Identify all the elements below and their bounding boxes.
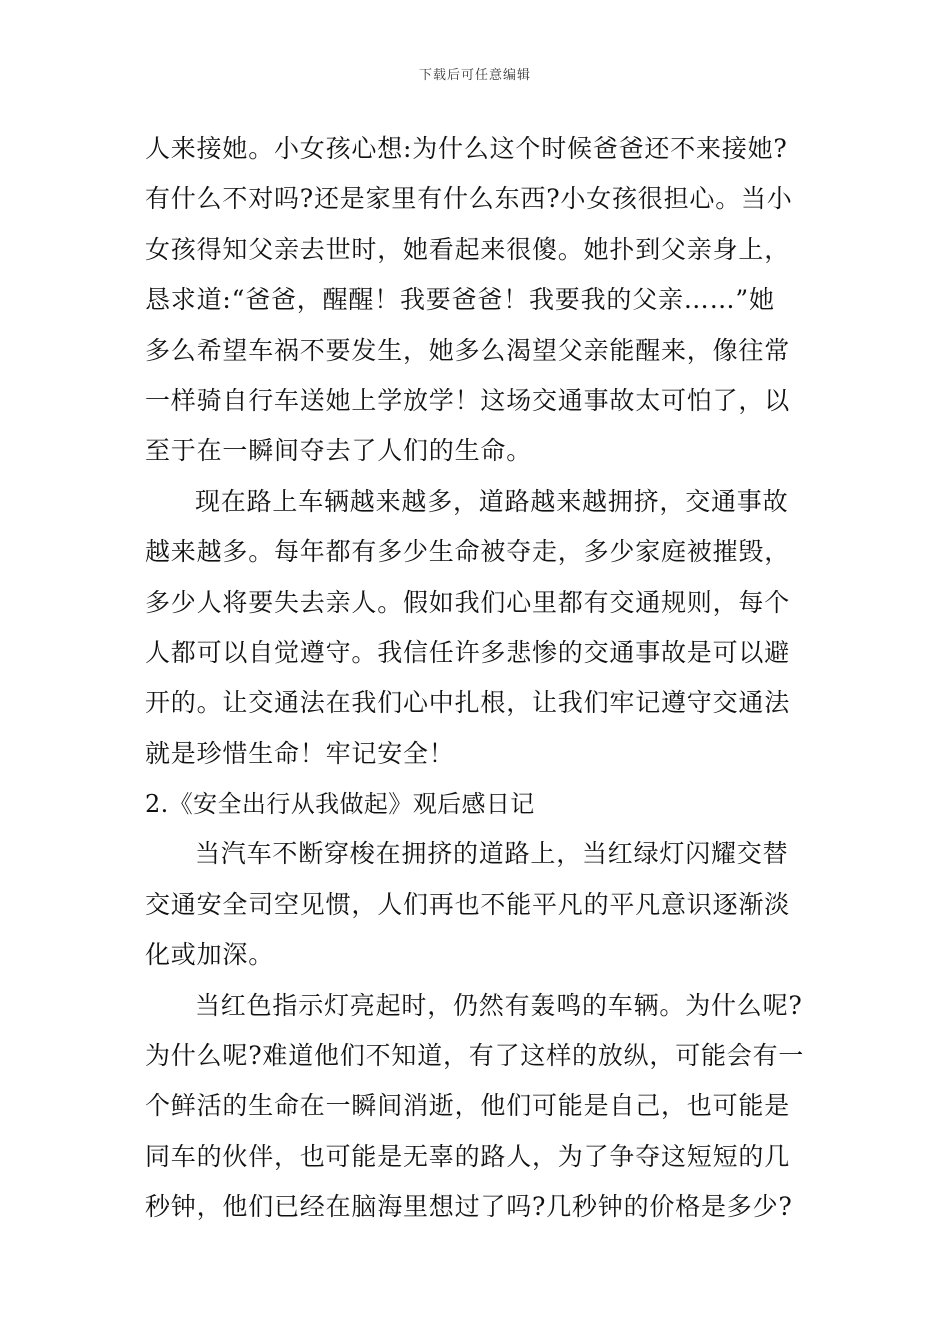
paragraph-line: 越来越多。每年都有多少生命被夺走，多少家庭被摧毁， [145,537,791,567]
paragraph-line: 有什么不对吗?还是家里有什么东西?小女孩很担心。当小 [145,184,793,214]
header-note: 下载后可任意编辑 [418,68,531,83]
paragraph-line: 人都可以自觉遵守。我信任许多悲惨的交通事故是可以避 [145,637,791,667]
paragraph-line: 至于在一瞬间夺去了人们的生命。 [145,436,533,466]
document-body [145,124,810,1233]
paragraph-line: 同车的伙伴，也可能是无辜的路人，为了争夺这短短的几 [145,1141,791,1171]
paragraph-line: 当汽车不断穿梭在拥挤的道路上，当红绿灯闪耀交替 [195,839,789,869]
paragraph-line: 现在路上车辆越来越多，道路越来越拥挤，交通事故 [195,486,789,516]
paragraph-line: 为什么呢?难道他们不知道，有了这样的放纵，可能会有一 [145,1041,805,1071]
paragraph-line: 一样骑自行车送她上学放学！这场交通事故太可怕了，以 [145,385,791,415]
paragraph-line: 恳求道:“爸爸，醒醒！我要爸爸！我要我的父亲……”她 [145,285,775,315]
paragraph-line: 化或加深。 [145,940,275,970]
paragraph-line: 多少人将要失去亲人。假如我们心里都有交通规则，每个 [145,587,791,617]
paragraph-line: 秒钟，他们已经在脑海里想过了吗?几秒钟的价格是多少? [145,1192,793,1222]
paragraph-line: 交通安全司空见惯，人们再也不能平凡的平凡意识逐渐淡 [145,889,791,919]
paragraph-line: 就是珍惜生命！牢记安全！ [145,738,455,768]
paragraph-line: 当红色指示灯亮起时，仍然有轰鸣的车辆。为什么呢? [195,990,803,1020]
paragraph-line: 人来接她。小女孩心想:为什么这个时候爸爸还不来接她? [145,134,788,163]
paragraph-line: 开的。让交通法在我们心中扎根，让我们牢记遵守交通法 [145,688,791,718]
paragraph-line: 个鲜活的生命在一瞬间消逝，他们可能是自己，也可能是 [145,1091,791,1121]
section-heading: 2.《安全出行从我做起》观后感日记 [145,790,535,819]
paragraph-line: 女孩得知父亲去世时，她看起来很傻。她扑到父亲身上， [145,234,791,264]
paragraph-line: 多么希望车祸不要发生，她多么渴望父亲能醒来，像往常 [145,335,791,365]
